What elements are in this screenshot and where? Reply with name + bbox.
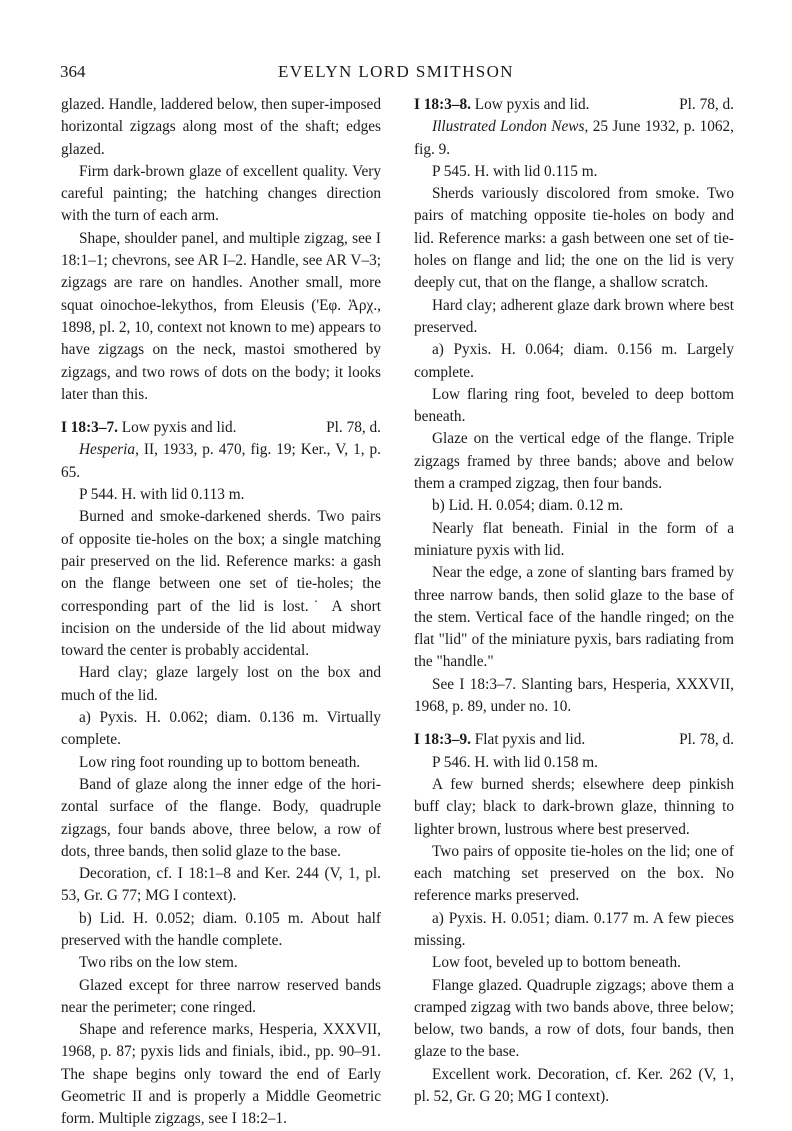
paragraph: Low ring foot rounding up to bottom beneath. [79,753,361,771]
paragraph: Flange glazed. Quadruple zigzags; above them a cramped zigzag with two bands above, three below; below, two bands, a row of dots, four bands, then glaze to the base. [414,976,734,1061]
paragraph: Hard clay; glaze largely lost on the box and much of the lid. [61,664,381,704]
bibliography [414,116,734,161]
paragraph: glazed. Handle, laddered below, then super-imposed horizontal zigzags along most of the shaft; edges glazed. [61,96,381,158]
paragraph: Nearly flat beneath. Finial in the form of a miniature pyxis with lid. [414,519,734,559]
bibliography-details: , 25 June 1932, p. 1062, fig. 9. [414,118,735,158]
journal-title: Illustrated London News [432,118,585,136]
paragraph: b) Lid. H. 0.052; diam. 0.105 m. About half preserved with the handle complete. [61,909,381,949]
paragraph: Firm dark-brown glaze of excellent quality. Very careful painting; the hatching changes direction with the turn of each arm. [61,162,381,225]
paragraph: P 544. H. with lid 0.113 m. [79,486,245,504]
bibliography [61,439,381,484]
catalog-entry-heading [414,729,734,751]
paragraph: Glaze on the vertical edge of the flange. Triple zigzags framed by three bands; above and below them a cramped zigzag, then four bands. [414,430,734,493]
paragraph: Two ribs on the low stem. [79,954,238,972]
paragraph: Shape and reference marks, Hesperia, XXXVII, 1968, p. 87; pyxis lids and finials, ibid., pp. 90–91. The shape begins only toward the end of Early Geometric II and is properly a Middle Geometric form. Multiple zigzags, see I 18:2–1. [61,1021,381,1128]
paragraph: a) Pyxis. H. 0.062; diam. 0.136 m. Virtually complete. [61,709,381,749]
paragraph: Sherds variously discolored from smoke. Two pairs of matching opposite tie-holes on body and lid. Reference marks: a gash between one set of tie-holes on flange and lid; the one on the lid is very deeply cut, that on the flange, a shallow scratch. [414,185,734,292]
paragraph: b) Lid. H. 0.054; diam. 0.12 m. [432,497,624,515]
left-column [61,94,381,1131]
entry-id: I 18:3–7. [61,419,118,437]
paragraph: Near the edge, a zone of slanting bars framed by three narrow bands, then solid glaze to the base of the stem. Vertical face of the handle ringed; on the flat "lid" of the miniature pyxis, bars radiating from the "handle." [414,564,734,671]
entry-id: I 18:3–8. [414,96,471,113]
paragraph: a) Pyxis. H. 0.051; diam. 0.177 m. A few pieces missing. [414,909,734,949]
paragraph: Decoration, cf. I 18:1–8 and Ker. 244 (V, 1, pl. 53, Gr. G 77; MG I context). [61,865,381,905]
right-column [414,94,734,1108]
catalog-entry-heading [61,417,381,439]
paragraph: Shape, shoulder panel, and multiple zigzag, see I 18:1–1; chevrons, see AR I–2. Handle, see AR V–3; zigzags are rare on handles. Another small, more squat oinochoe-lekythos, from Eleusis ('Εφ. Ἀρχ., 1898, pl. 2, 10, context not known to me) appears to have zigzags on the neck, mastoi smothered by zigzags, and two rows of dots on the body; it looks later than this. [61,229,381,403]
journal-title: Hesperia [79,441,136,459]
plate-ref: Pl. 78, d. [679,731,734,749]
entry-title: Low pyxis and lid. [121,419,237,437]
paragraph: See I 18:3–7. Slanting bars, Hesperia, XXXVII, 1968, p. 89, under no. 10. [414,675,734,716]
paragraph: Excellent work. Decoration, cf. Ker. 262 (V, 1, pl. 52, Gr. G 20; MG I context). [414,1065,734,1106]
paragraph: Two pairs of opposite tie-holes on the lid; one of each matching set preserved on the box. No reference marks preserved. [414,842,734,905]
bibliography-details: , II, 1933, p. 470, fig. 19; Ker., V, 1, p. 65. [61,441,381,481]
entry-id: I 18:3–9. [414,731,471,749]
page-header [60,62,732,88]
paragraph: P 546. H. with lid 0.158 m. [432,753,599,771]
entry-title: Flat pyxis and lid. [474,731,586,749]
paragraph: Low foot, beveled up to bottom beneath. [432,954,681,972]
running-head: EVELYN LORD SMITHSON [278,62,514,81]
plate-ref: Pl. 78, d. [679,96,734,113]
paragraph: Burned and smoke-darkened sherds. Two pairs of opposite tie-holes on the box; a single matching pair preserved on the lid. Reference marks: a gash on the flange between one set of tie-holes; the corresponding part of the lid is lost.˙ A short incision on the underside of the lid about midway toward the center is probably accidental. [61,508,381,660]
paragraph: A few burned sherds; elsewhere deep pinkish buff clay; black to dark-brown glaze, thinning to lighter brown, lustrous where best preserved. [414,775,734,838]
page-number: 364 [60,62,86,81]
catalog-entry-heading [414,94,734,116]
paragraph: Low flaring ring foot, beveled to deep bottom beneath. [414,385,734,426]
paragraph: Hard clay; adherent glaze dark brown where best preserved. [414,296,734,336]
paragraph: a) Pyxis. H. 0.064; diam. 0.156 m. Largely complete. [414,341,734,381]
paragraph: Glazed except for three narrow reserved bands near the perimeter; cone ringed. [61,976,381,1016]
plate-ref: Pl. 78, d. [326,419,381,437]
entry-title: Low pyxis and lid. [474,96,590,113]
paragraph: Band of glaze along the inner edge of the hori-zontal surface of the flange. Body, quadruple zigzags, four bands above, three below, a row of dots, three bands, then solid glaze to the base. [61,775,381,860]
paragraph: P 545. H. with lid 0.115 m. [432,162,598,180]
